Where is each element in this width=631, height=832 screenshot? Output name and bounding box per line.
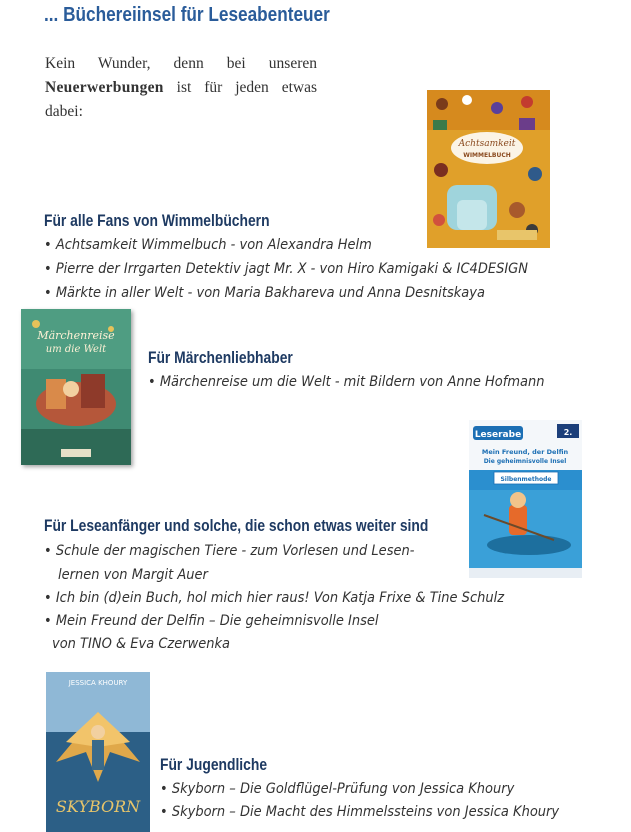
list-item: • Märkte in aller Welt - von Maria Bakhareva und Anna Desnitskaya: [44, 285, 485, 301]
cover-achtsamkeit-wimmelbuch: [427, 90, 550, 248]
intro-paragraph: [45, 52, 317, 124]
list-item: • Skyborn – Die Goldflügel-Prüfung von Jessica Khoury: [160, 781, 515, 797]
cover-delfin-badge: Silbenmethode: [500, 476, 552, 483]
cover-delfin-level: 2.: [563, 428, 573, 437]
cover-maerchen-title2: um die Welt: [45, 344, 107, 355]
cover-delfin-title1: Mein Freund, der Delfin: [481, 448, 569, 456]
cover-maerchen-title1: Märchenreise: [37, 329, 115, 342]
section-heading-jugendliche: Für Jugendliche: [160, 756, 268, 774]
section-heading-maerchen: Für Märchenliebhaber: [148, 349, 293, 367]
cover-wimmel-art: [427, 90, 550, 248]
cover-wimmel-title1: Achtsamkeit: [458, 139, 516, 149]
list-item-continuation: von TINO & Eva Czerwenka: [52, 636, 231, 652]
list-item: • Mein Freund der Delfin – Die geheimnisvolle Insel: [44, 613, 379, 629]
cover-wimmel-title2: WIMMELBUCH: [463, 152, 511, 159]
cover-delfin-title2: Die geheimnisvolle Insel: [483, 458, 567, 465]
list-item: • Achtsamkeit Wimmelbuch - von Alexandra Helm: [44, 237, 372, 253]
cover-skyborn-author: JESSICA KHOURY: [68, 679, 128, 687]
list-item: • Märchenreise um die Welt - mit Bildern von Anne Hofmann: [148, 374, 545, 390]
cover-skyborn-art: [46, 672, 150, 832]
intro-text-end: ist für jeden etwas dabei:: [45, 79, 317, 120]
intro-text-start: Kein Wunder, denn bei unseren: [45, 55, 317, 72]
cover-skyborn: [46, 672, 150, 832]
cover-mein-freund-der-delfin: [469, 420, 582, 578]
cover-skyborn-title: SKYBORN: [55, 797, 141, 816]
list-item-continuation: lernen von Margit Auer: [58, 567, 208, 583]
cover-delfin-art: [469, 420, 582, 578]
intro-bold-word: Neuerwerbungen: [45, 79, 164, 96]
page-title: ... Büchereiinsel für Leseabenteuer: [44, 4, 330, 26]
list-item: • Pierre der Irrgarten Detektiv jagt Mr. X - von Hiro Kamigaki & IC4DESIGN: [44, 261, 529, 277]
cover-delfin-brand: Leserabe: [474, 430, 522, 440]
cover-maerchenreise: [21, 309, 131, 465]
section-heading-wimmel: Für alle Fans von Wimmelbüchern: [44, 212, 270, 230]
list-item: • Skyborn – Die Macht des Himmelssteins von Jessica Khoury: [160, 804, 560, 820]
section-heading-leseanfaenger: Für Leseanfänger und solche, die schon etwas weiter sind: [44, 517, 429, 535]
list-item: • Schule der magischen Tiere - zum Vorlesen und Lesen-: [44, 543, 415, 559]
cover-maerchen-art: [21, 309, 131, 465]
list-item: • Ich bin (d)ein Buch, hol mich hier raus! Von Katja Frixe & Tine Schulz: [44, 590, 505, 606]
